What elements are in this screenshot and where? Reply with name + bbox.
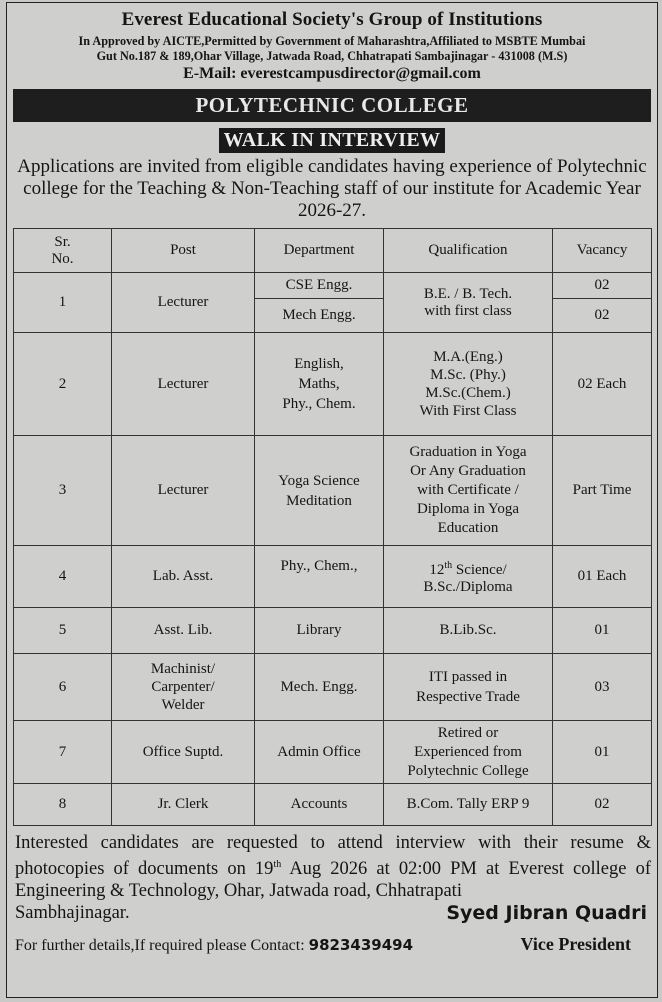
cell-qualification: Graduation in Yoga Or Any Graduation with Certificate / Diploma in Yoga Education — [384, 436, 553, 546]
cell-post: Jr. Clerk — [112, 784, 255, 826]
qualification-superscript: th — [444, 560, 453, 571]
cell-qualification: M.A.(Eng.) M.Sc. (Phy.) M.Sc.(Chem.) With First Class — [384, 333, 553, 436]
cell-post: Lecturer — [112, 333, 255, 436]
walk-in-wrapper — [7, 128, 657, 153]
email-line: E-Mail: everestcampusdirector@gmail.com — [183, 65, 481, 82]
cell-vacancy: 01 Each — [553, 546, 652, 608]
header-department: Department — [255, 229, 384, 273]
cell-qualification — [384, 546, 553, 608]
header-sr: Sr. No. — [14, 229, 112, 273]
organization-name: Everest Educational Society's Group of Institutions — [121, 9, 543, 30]
contact-text — [15, 936, 413, 955]
cell-vacancy: 02 Each — [553, 333, 652, 436]
cell-post: Lecturer — [112, 436, 255, 546]
signatory-title: Vice President — [520, 934, 631, 955]
footer-text-end: Aug 2026 at 02:00 PM at Everest college of Engineering & Technology, Ohar, Jatwada road, Chhatrapati — [15, 859, 651, 902]
cell-vacancy: Part Time — [553, 436, 652, 546]
cell-department: Yoga Science Meditation — [255, 436, 384, 546]
cell-post: Lecturer — [112, 273, 255, 333]
cell-sr: 5 — [14, 608, 112, 654]
table-header-row — [14, 229, 652, 273]
contact-label: For further details,If required please Contact: — [15, 937, 309, 955]
cell-department: English, Maths, Phy., Chem. — [255, 333, 384, 436]
contact-row — [15, 934, 651, 958]
walk-in-banner: WALK IN INTERVIEW — [219, 128, 446, 153]
header-post: Post — [112, 229, 255, 273]
cell-department: Mech. Engg. — [255, 654, 384, 721]
cell-qualification: B.Com. Tally ERP 9 — [384, 784, 553, 826]
cell-department: Accounts — [255, 784, 384, 826]
header-vacancy: Vacancy — [553, 229, 652, 273]
cell-department: Phy., Chem., — [255, 546, 384, 608]
cell-sr: 2 — [14, 333, 112, 436]
cell-sr: 3 — [14, 436, 112, 546]
cell-vacancy: 01 — [553, 721, 652, 784]
table-row — [14, 654, 652, 721]
vacancy-table — [13, 228, 652, 826]
cell-vacancy: 03 — [553, 654, 652, 721]
cell-qualification: ITI passed in Respective Trade — [384, 654, 553, 721]
table-row — [14, 608, 652, 654]
college-title: POLYTECHNIC COLLEGE — [195, 93, 469, 117]
footer-text-start: Interested candidates are requested to attend interview with their resume & photocopies of documents on 19 — [15, 833, 651, 880]
cell-post: Asst. Lib. — [112, 608, 255, 654]
cell-qualification: B.E. / B. Tech. with first class — [384, 273, 553, 333]
cell-sr: 1 — [14, 273, 112, 333]
header-qualification: Qualification — [384, 229, 553, 273]
approval-line: In Approved by AICTE,Permitted by Government of Maharashtra,Affiliated to MSBTE Mumbai — [78, 34, 586, 48]
cell-department: Library — [255, 608, 384, 654]
table-row — [14, 721, 652, 784]
cell-department: Mech Engg. — [255, 299, 384, 333]
advertisement — [6, 2, 658, 998]
intro-paragraph: Applications are invited from eligible candidates having experience of Polytechnic college for the Teaching & Non-Teaching staff of our institute for Academic Year 2026-27. — [17, 156, 647, 221]
college-banner — [13, 89, 651, 122]
table-row — [14, 784, 652, 826]
cell-qualification: Retired or Experienced from Polytechnic College — [384, 721, 553, 784]
cell-post: Machinist/ Carpenter/ Welder — [112, 654, 255, 721]
cell-sr: 7 — [14, 721, 112, 784]
cell-post: Office Suptd. — [112, 721, 255, 784]
signature-row — [15, 902, 651, 926]
table-row — [14, 436, 652, 546]
footer-paragraph — [15, 832, 651, 926]
footer-date-superscript: th — [273, 859, 282, 870]
cell-vacancy: 02 — [553, 273, 652, 299]
cell-sr: 6 — [14, 654, 112, 721]
qualification-number: 12 — [429, 562, 445, 578]
cell-vacancy: 02 — [553, 784, 652, 826]
qualification-line2: B.Sc./Diploma — [423, 579, 513, 595]
footer-place: Sambhajinagar. — [15, 903, 130, 924]
cell-post: Lab. Asst. — [112, 546, 255, 608]
cell-vacancy: 01 — [553, 608, 652, 654]
cell-qualification: B.Lib.Sc. — [384, 608, 553, 654]
contact-phone: 9823439494 — [308, 936, 414, 955]
cell-department: Admin Office — [255, 721, 384, 784]
cell-vacancy: 02 — [553, 299, 652, 333]
signatory-name: Syed Jibran Quadri — [446, 902, 647, 925]
cell-sr: 8 — [14, 784, 112, 826]
address-line: Gut No.187 & 189,Ohar Village, Jatwada Road, Chhatrapati Sambajinagar - 431008 (M.S) — [96, 49, 568, 63]
table-row — [14, 273, 652, 299]
cell-sr: 4 — [14, 546, 112, 608]
cell-department: CSE Engg. — [255, 273, 384, 299]
table-row — [14, 546, 652, 608]
qualification-rest: Science/ — [452, 562, 507, 578]
table-row — [14, 333, 652, 436]
